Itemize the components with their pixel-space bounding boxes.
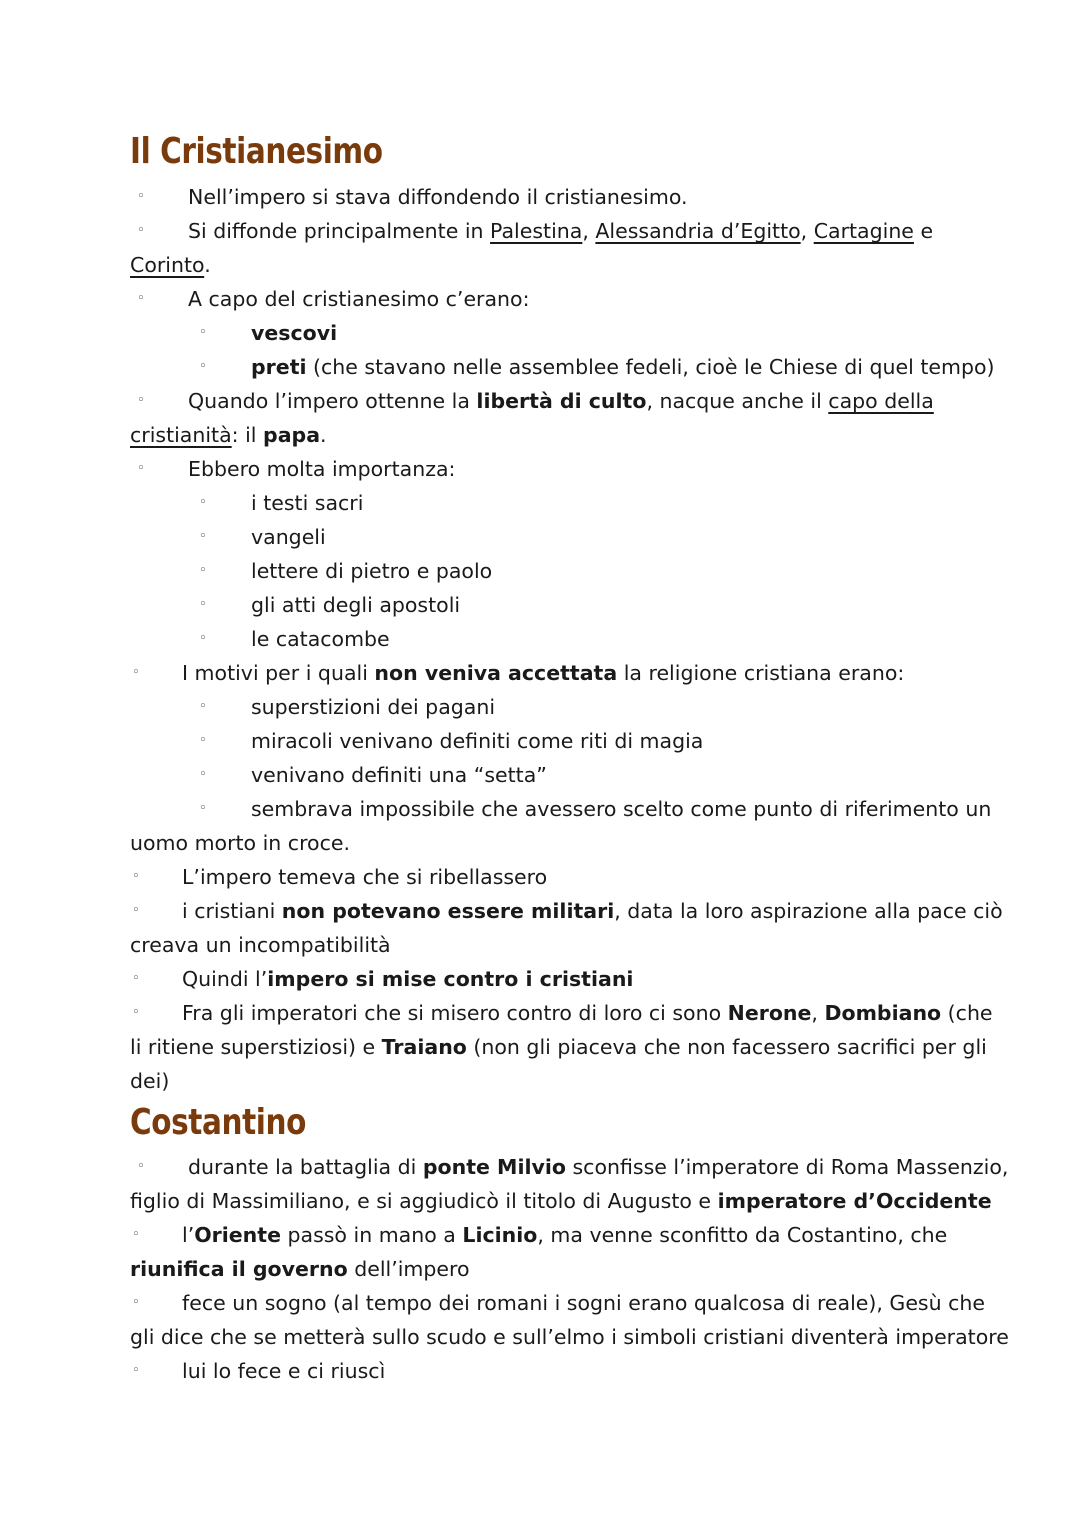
section-title-costantino: Costantino bbox=[130, 1102, 306, 1143]
list-item: preti (che stavano nelle assemblee fedeli, cioè le Chiese di quel tempo) bbox=[251, 355, 995, 379]
paragraph: Nell’impero si stava diffondendo il cristianesimo. bbox=[188, 185, 688, 209]
paragraph: L’impero temeva che si ribellassero bbox=[182, 865, 548, 889]
section-title-cristianesimo: Il Cristianesimo bbox=[130, 131, 383, 172]
link-cristianita[interactable]: cristianità bbox=[130, 423, 232, 447]
paragraph-continuation: uomo morto in croce. bbox=[130, 831, 350, 855]
paragraph: I motivi per i quali non veniva accettata la religione cristiana erano: bbox=[182, 661, 905, 685]
bullet-icon: ◦ bbox=[199, 325, 207, 340]
paragraph: fece un sogno (al tempo dei romani i sogni erano qualcosa di reale), Gesù che bbox=[182, 1291, 985, 1315]
link-palestina[interactable]: Palestina bbox=[490, 219, 583, 243]
bullet-icon: ◦ bbox=[199, 801, 207, 816]
list-item: superstizioni dei pagani bbox=[251, 695, 496, 719]
paragraph: Si diffonde principalmente in Palestina, Alessandria d’Egitto, Cartagine e bbox=[188, 219, 934, 243]
paragraph: durante la battaglia di ponte Milvio sconfisse l’imperatore di Roma Massenzio, bbox=[188, 1155, 1009, 1179]
bullet-icon: ◦ bbox=[132, 1227, 140, 1242]
bullet-icon: ◦ bbox=[199, 563, 207, 578]
list-item: sembrava impossibile che avessero scelto come punto di riferimento un bbox=[251, 797, 992, 821]
link-alessandria[interactable]: Alessandria d’Egitto bbox=[595, 219, 801, 243]
list-item: vescovi bbox=[251, 321, 338, 345]
paragraph-continuation: riunifica il governo dell’impero bbox=[130, 1257, 470, 1281]
paragraph: i cristiani non potevano essere militari, data la loro aspirazione alla pace ciò bbox=[182, 899, 1003, 923]
bullet-icon: ◦ bbox=[132, 1295, 140, 1310]
paragraph: l’Oriente passò in mano a Licinio, ma venne sconfitto da Costantino, che bbox=[182, 1223, 948, 1247]
bullet-icon: ◦ bbox=[137, 223, 145, 238]
paragraph: lui lo fece e ci riuscì bbox=[182, 1359, 386, 1383]
bullet-icon: ◦ bbox=[132, 903, 140, 918]
bullet-icon: ◦ bbox=[132, 1363, 140, 1378]
list-item: lettere di pietro e paolo bbox=[251, 559, 493, 583]
bullet-icon: ◦ bbox=[199, 699, 207, 714]
paragraph: Fra gli imperatori che si misero contro di loro ci sono Nerone, Dombiano (che bbox=[182, 1001, 993, 1025]
link-capo-della[interactable]: capo della bbox=[828, 389, 934, 413]
list-item: i testi sacri bbox=[251, 491, 364, 515]
list-item: venivano definiti una “setta” bbox=[251, 763, 547, 787]
paragraph: Ebbero molta importanza: bbox=[188, 457, 456, 481]
paragraph-continuation: Corinto. bbox=[130, 253, 211, 277]
list-item: le catacombe bbox=[251, 627, 390, 651]
paragraph: A capo del cristianesimo c’erano: bbox=[188, 287, 530, 311]
paragraph: Quando l’impero ottenne la libertà di culto, nacque anche il capo della bbox=[188, 389, 934, 413]
paragraph-continuation: dei) bbox=[130, 1069, 170, 1093]
bullet-icon: ◦ bbox=[137, 461, 145, 476]
bullet-icon: ◦ bbox=[199, 631, 207, 646]
paragraph-continuation: cristianità: il papa. bbox=[130, 423, 327, 447]
link-cartagine[interactable]: Cartagine bbox=[813, 219, 914, 243]
bullet-icon: ◦ bbox=[137, 1159, 145, 1174]
bullet-icon: ◦ bbox=[132, 971, 140, 986]
bullet-icon: ◦ bbox=[199, 733, 207, 748]
link-corinto[interactable]: Corinto bbox=[130, 253, 205, 277]
bullet-icon: ◦ bbox=[132, 665, 140, 680]
list-item: miracoli venivano definiti come riti di magia bbox=[251, 729, 704, 753]
bullet-icon: ◦ bbox=[137, 189, 145, 204]
bullet-icon: ◦ bbox=[137, 393, 145, 408]
bullet-icon: ◦ bbox=[132, 869, 140, 884]
bullet-icon: ◦ bbox=[199, 767, 207, 782]
paragraph-continuation: li ritiene superstiziosi) e Traiano (non gli piaceva che non facessero sacrifici per gli bbox=[130, 1035, 987, 1059]
list-item: gli atti degli apostoli bbox=[251, 593, 461, 617]
paragraph-continuation: figlio di Massimiliano, e si aggiudicò il titolo di Augusto e imperatore d’Occidente bbox=[130, 1189, 992, 1213]
bullet-icon: ◦ bbox=[199, 529, 207, 544]
paragraph-continuation: gli dice che se metterà sullo scudo e sull’elmo i simboli cristiani diventerà imperatore bbox=[130, 1325, 1009, 1349]
bullet-icon: ◦ bbox=[137, 291, 145, 306]
paragraph: Quindi l’impero si mise contro i cristiani bbox=[182, 967, 634, 991]
bullet-icon: ◦ bbox=[199, 597, 207, 612]
bullet-icon: ◦ bbox=[199, 495, 207, 510]
paragraph-continuation: creava un incompatibilità bbox=[130, 933, 391, 957]
bullet-icon: ◦ bbox=[132, 1005, 140, 1020]
list-item: vangeli bbox=[251, 525, 326, 549]
bullet-icon: ◦ bbox=[199, 359, 207, 374]
